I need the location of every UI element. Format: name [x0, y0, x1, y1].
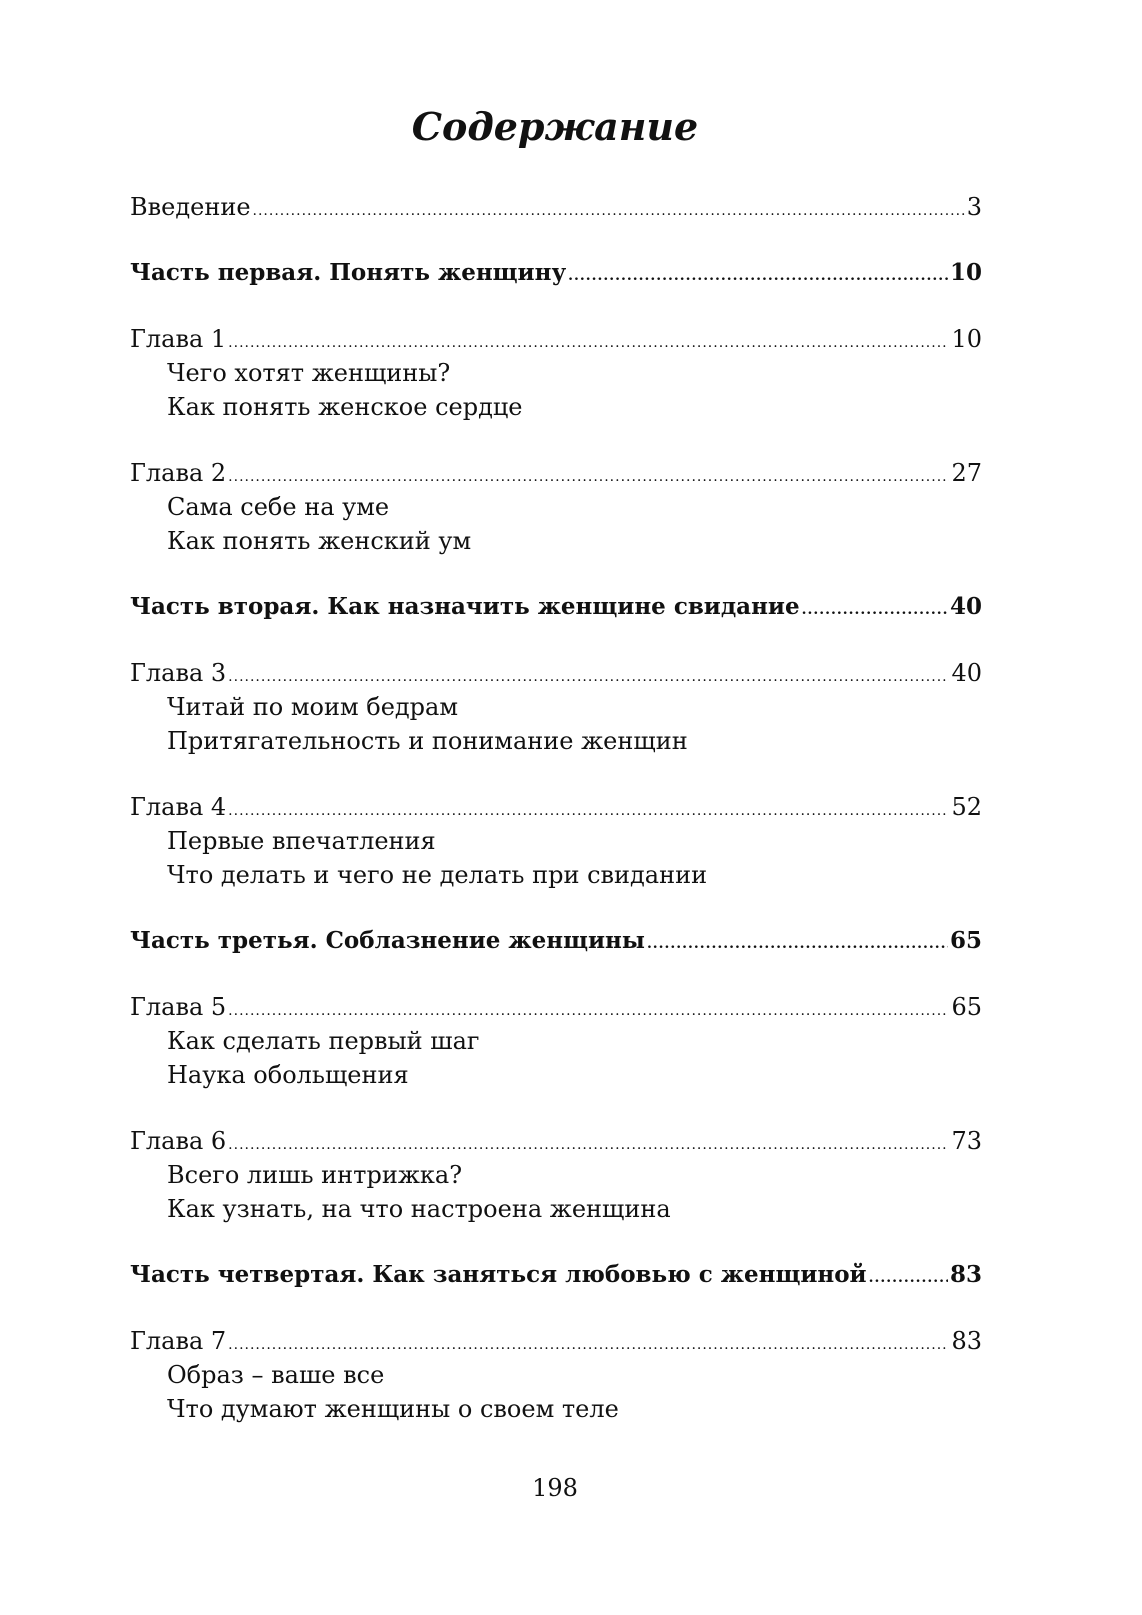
toc-entry-label: Наука обольщения — [167, 1061, 409, 1089]
table-of-contents — [130, 190, 982, 1426]
toc-entry-label: Первые впечатления — [167, 827, 436, 855]
toc-entry-part[interactable] — [130, 590, 982, 624]
toc-entry-sub — [130, 858, 982, 892]
toc-entry-label: Часть первая. Понять женщину — [130, 259, 567, 286]
toc-entry-label: Часть четвертая. Как заняться любовью с женщиной — [130, 1261, 867, 1288]
dot-leader — [228, 1128, 949, 1162]
toc-entry-page: 65 — [951, 993, 982, 1021]
toc-entry-label: Читай по моим бедрам — [167, 693, 459, 721]
dot-leader — [228, 460, 949, 494]
toc-entry-sub — [130, 524, 982, 558]
toc-entry-label: Глава 5 — [130, 993, 227, 1021]
dot-leader — [802, 593, 948, 627]
dot-leader — [228, 1328, 949, 1362]
toc-entry-sub — [130, 1192, 982, 1226]
toc-entry-label: Часть третья. Соблазнение женщины — [130, 927, 645, 954]
dot-leader — [228, 794, 949, 828]
toc-entry-part[interactable] — [130, 924, 982, 958]
dot-leader — [253, 194, 965, 228]
toc-entry-intro[interactable] — [130, 190, 982, 224]
toc-entry-page: 83 — [951, 1327, 982, 1355]
toc-entry-sub — [130, 490, 982, 524]
toc-entry-page: 73 — [951, 1127, 982, 1155]
toc-entry-sub — [130, 824, 982, 858]
toc-entry-chapter[interactable] — [130, 790, 982, 824]
toc-entry-page: 40 — [949, 593, 982, 620]
toc-entry-chapter[interactable] — [130, 322, 982, 356]
page-title: Содержание — [411, 104, 699, 149]
toc-entry-label: Глава 7 — [130, 1327, 227, 1355]
toc-entry-sub — [130, 1024, 982, 1058]
dot-leader — [647, 927, 948, 961]
page-number: 198 — [532, 1474, 578, 1502]
toc-entry-sub — [130, 1058, 982, 1092]
toc-entry-label: Глава 2 — [130, 459, 227, 487]
toc-entry-label: Глава 4 — [130, 793, 227, 821]
toc-entry-label: Образ – ваше все — [167, 1361, 385, 1389]
toc-entry-chapter[interactable] — [130, 990, 982, 1024]
dot-leader — [568, 259, 948, 293]
toc-entry-page: 10 — [949, 259, 982, 286]
toc-entry-page: 3 — [966, 193, 982, 221]
toc-entry-label: Глава 3 — [130, 659, 227, 687]
toc-entry-chapter[interactable] — [130, 656, 982, 690]
dot-leader — [869, 1261, 948, 1295]
toc-entry-page: 52 — [951, 793, 982, 821]
toc-entry-page: 40 — [951, 659, 982, 687]
toc-entry-sub — [130, 356, 982, 390]
toc-entry-label: Чего хотят женщины? — [167, 359, 451, 387]
toc-entry-label: Как узнать, на что настроена женщина — [167, 1195, 671, 1223]
toc-entry-label: Сама себе на уме — [167, 493, 390, 521]
toc-entry-sub — [130, 1358, 982, 1392]
toc-entry-label: Как сделать первый шаг — [167, 1027, 480, 1055]
toc-entry-label: Как понять женский ум — [167, 527, 472, 555]
toc-entry-chapter[interactable] — [130, 456, 982, 490]
toc-entry-part[interactable] — [130, 1258, 982, 1292]
toc-entry-label: Что думают женщины о своем теле — [167, 1395, 619, 1423]
toc-entry-chapter[interactable] — [130, 1124, 982, 1158]
toc-entry-label: Глава 1 — [130, 325, 227, 353]
toc-entry-part[interactable] — [130, 256, 982, 290]
toc-entry-sub — [130, 690, 982, 724]
toc-entry-label: Что делать и чего не делать при свидании — [167, 861, 708, 889]
toc-entry-page: 10 — [951, 325, 982, 353]
dot-leader — [228, 994, 949, 1028]
toc-entry-chapter[interactable] — [130, 1324, 982, 1358]
toc-entry-page: 83 — [949, 1261, 982, 1288]
toc-entry-label: Глава 6 — [130, 1127, 227, 1155]
toc-entry-sub — [130, 1392, 982, 1426]
toc-entry-label: Всего лишь интрижка? — [167, 1161, 463, 1189]
toc-entry-sub — [130, 390, 982, 424]
dot-leader — [228, 660, 949, 694]
toc-entry-label: Как понять женское сердце — [167, 393, 523, 421]
toc-entry-sub — [130, 1158, 982, 1192]
toc-entry-label: Притягательность и понимание женщин — [167, 727, 688, 755]
toc-entry-label: Введение — [130, 193, 251, 221]
toc-entry-sub — [130, 724, 982, 758]
toc-entry-label: Часть вторая. Как назначить женщине свидание — [130, 593, 800, 620]
dot-leader — [228, 326, 949, 360]
toc-entry-page: 27 — [951, 459, 982, 487]
toc-entry-page: 65 — [949, 927, 982, 954]
